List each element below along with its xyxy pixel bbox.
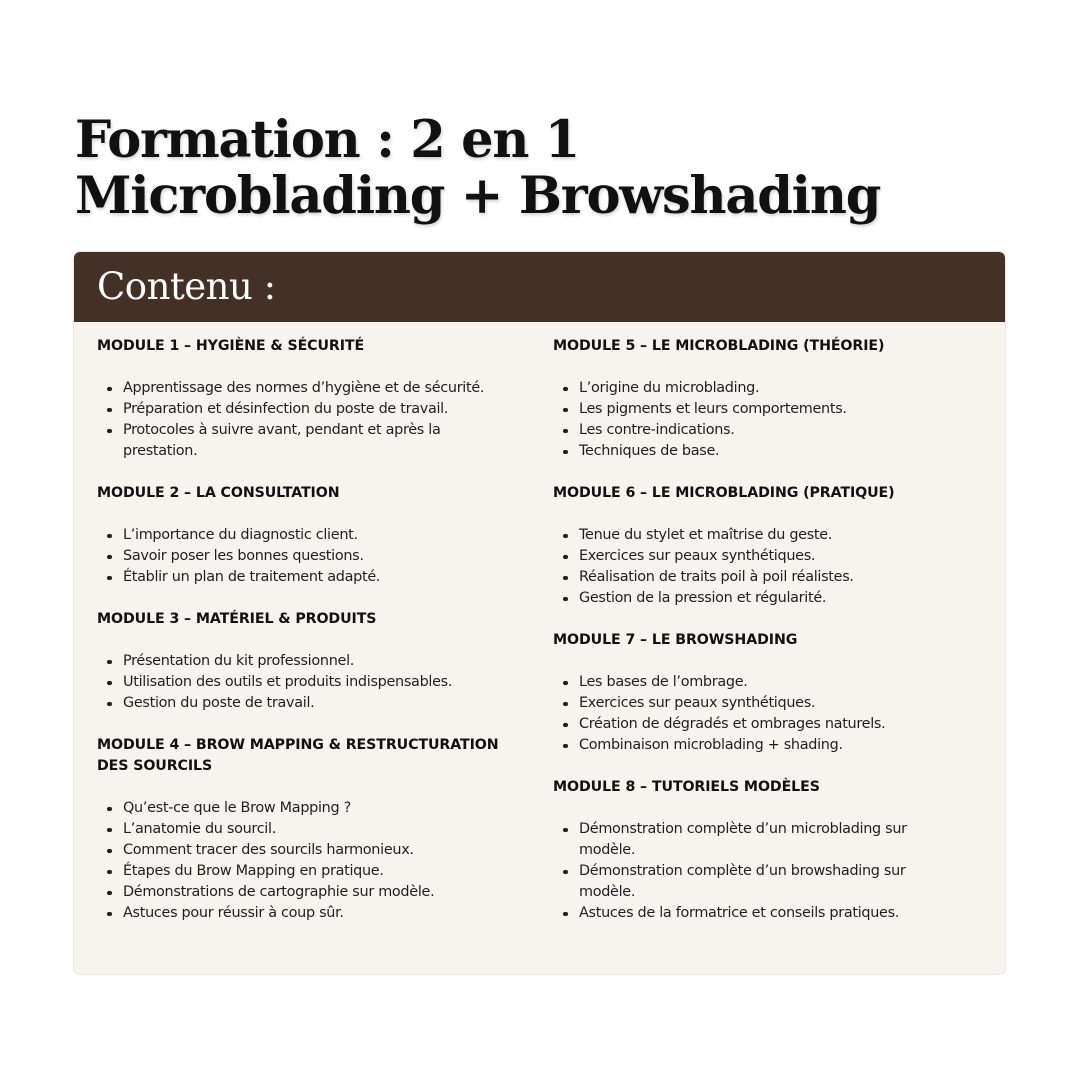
module-title: MODULE 8 – TUTORIELS MODÈLES [553, 779, 820, 795]
list-item: Protocoles à suivre avant, pendant et après la prestation. [123, 420, 507, 462]
list-item: Astuces de la formatrice et conseils pratiques. [579, 903, 963, 924]
list-item: Préparation et désinfection du poste de travail. [123, 399, 507, 420]
list-item: L’origine du microblading. [579, 378, 963, 399]
module-section [553, 483, 963, 609]
contents-card [74, 252, 1005, 974]
module-items [553, 672, 963, 756]
module-section [553, 630, 963, 756]
module-title: MODULE 2 – LA CONSULTATION [97, 485, 340, 501]
module-title: MODULE 1 – HYGIÈNE & SÉCURITÉ [97, 338, 365, 354]
module-items [97, 651, 507, 714]
module-title: MODULE 5 – LE MICROBLADING (THÉORIE) [553, 338, 885, 354]
list-item: Réalisation de traits poil à poil réalistes. [579, 567, 963, 588]
contents-heading: Contenu : [97, 265, 276, 308]
list-item: Exercices sur peaux synthétiques. [579, 546, 963, 567]
module-title: MODULE 6 – LE MICROBLADING (PRATIQUE) [553, 485, 895, 501]
page-title [75, 112, 880, 224]
list-item: Tenue du stylet et maîtrise du geste. [579, 525, 963, 546]
module-title: MODULE 3 – MATÉRIEL & PRODUITS [97, 611, 377, 627]
list-item: Les bases de l’ombrage. [579, 672, 963, 693]
module-section [97, 336, 507, 462]
module-title: MODULE 7 – LE BROWSHADING [553, 632, 798, 648]
module-items [553, 378, 963, 462]
module-section [97, 609, 507, 714]
list-item: Démonstrations de cartographie sur modèle. [123, 882, 507, 903]
list-item: Création de dégradés et ombrages naturels. [579, 714, 963, 735]
module-title: MODULE 4 – BROW MAPPING & RESTRUCTURATION DES SOURCILS [97, 737, 499, 774]
list-item: Démonstration complète d’un browshading sur modèle. [579, 861, 963, 903]
right-column [553, 336, 963, 945]
list-item: L’importance du diagnostic client. [123, 525, 507, 546]
module-items [553, 525, 963, 609]
contents-header [74, 252, 1005, 322]
list-item: L’anatomie du sourcil. [123, 819, 507, 840]
list-item: Gestion de la pression et régularité. [579, 588, 963, 609]
left-column [97, 336, 507, 945]
module-section [553, 336, 963, 462]
list-item: Combinaison microblading + shading. [579, 735, 963, 756]
module-items [97, 378, 507, 462]
list-item: Astuces pour réussir à coup sûr. [123, 903, 507, 924]
title-line-2: Microblading + Browshading [75, 166, 881, 226]
list-item: Utilisation des outils et produits indispensables. [123, 672, 507, 693]
list-item: Les pigments et leurs comportements. [579, 399, 963, 420]
list-item: Techniques de base. [579, 441, 963, 462]
list-item: Présentation du kit professionnel. [123, 651, 507, 672]
list-item: Étapes du Brow Mapping en pratique. [123, 861, 507, 882]
module-items [97, 798, 507, 924]
module-items [97, 525, 507, 588]
title-line-1: Formation : 2 en 1 [75, 110, 580, 170]
module-section [97, 735, 507, 924]
list-item: Établir un plan de traitement adapté. [123, 567, 507, 588]
module-section [553, 777, 963, 924]
list-item: Comment tracer des sourcils harmonieux. [123, 840, 507, 861]
list-item: Savoir poser les bonnes questions. [123, 546, 507, 567]
list-item: Gestion du poste de travail. [123, 693, 507, 714]
list-item: Exercices sur peaux synthétiques. [579, 693, 963, 714]
list-item: Démonstration complète d’un microblading sur modèle. [579, 819, 963, 861]
list-item: Les contre-indications. [579, 420, 963, 441]
module-items [553, 819, 963, 924]
list-item: Apprentissage des normes d’hygiène et de sécurité. [123, 378, 507, 399]
module-section [97, 483, 507, 588]
list-item: Qu’est-ce que le Brow Mapping ? [123, 798, 507, 819]
